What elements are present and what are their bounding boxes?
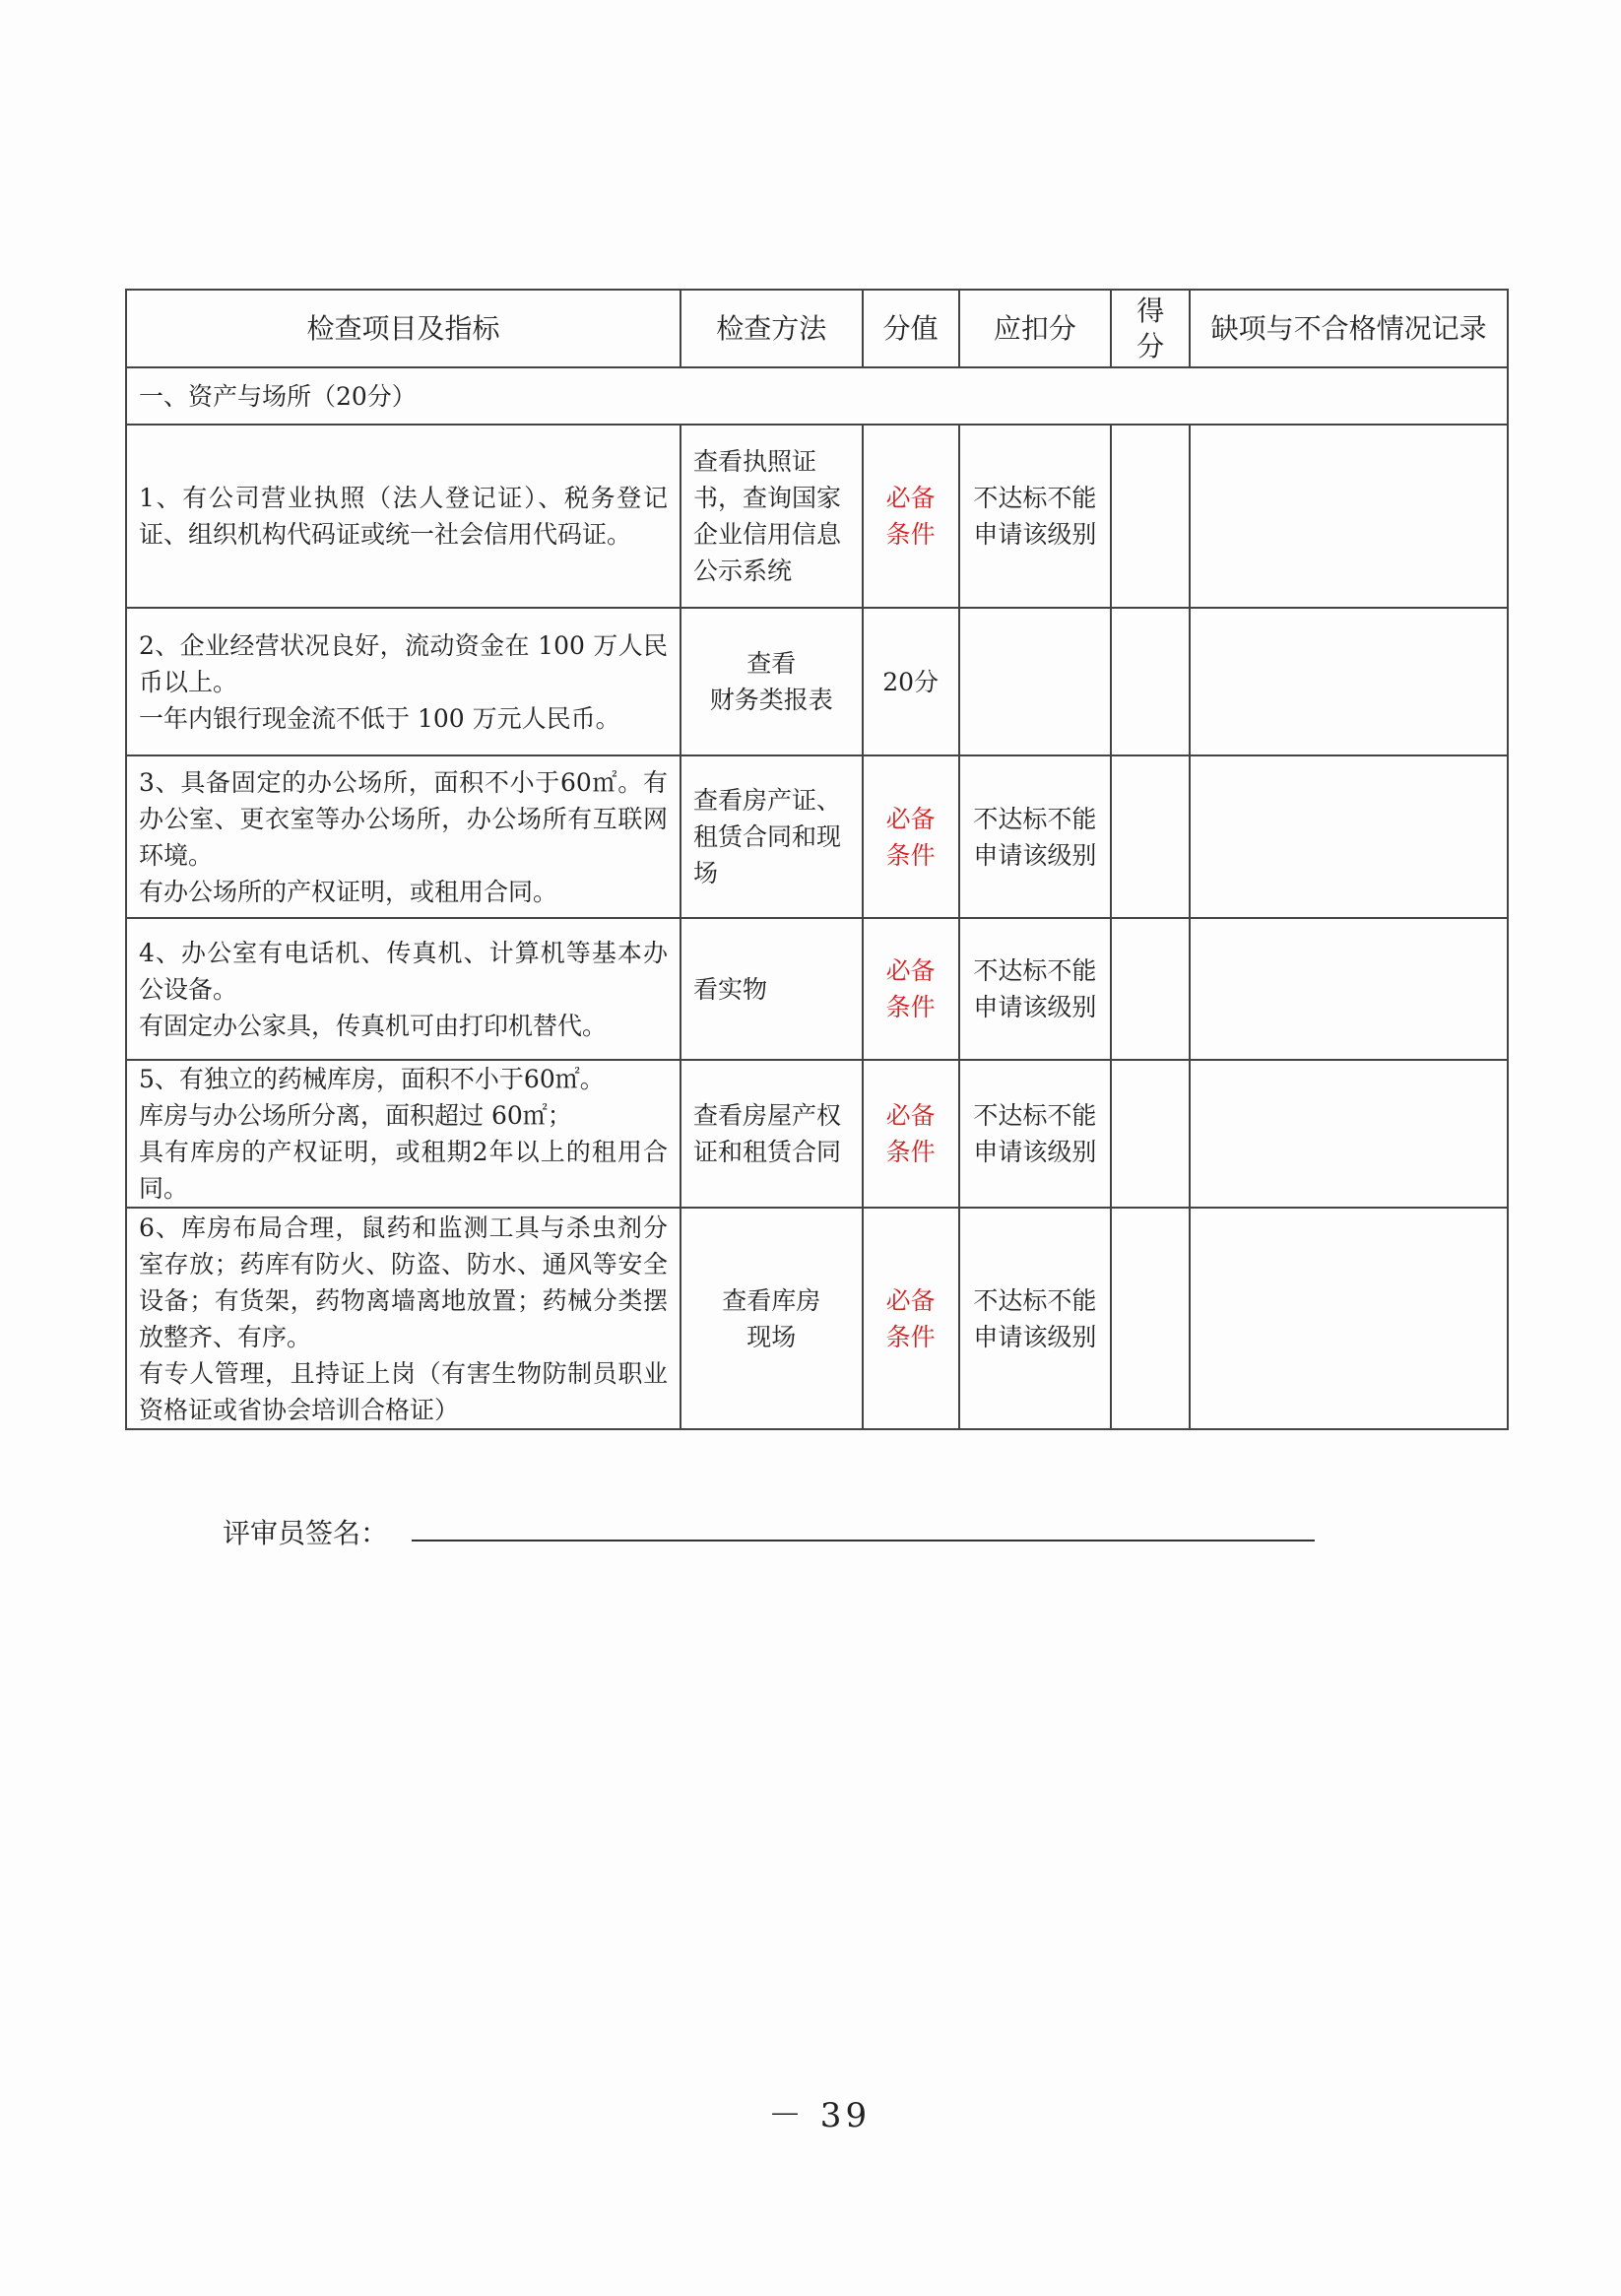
score-cell: 必备条件 (863, 755, 959, 918)
inspection-table (125, 289, 1509, 1430)
item-text: 有办公场所的产权证明，或租用合同。 (139, 877, 558, 906)
item-cell (126, 1060, 681, 1208)
method-cell: 查看执照证书，查询国家企业信用信息公示系统 (681, 425, 863, 608)
deduct-cell: 不达标不能申请该级别 (959, 425, 1112, 608)
method-cell: 查看房产证、租赁合同和现场 (681, 755, 863, 918)
deduct-cell: 不达标不能申请该级别 (959, 1208, 1112, 1429)
item-text: 库房与办公场所分离，面积超过 60㎡； (139, 1101, 572, 1130)
table-row (126, 1208, 1508, 1429)
got-score-cell[interactable] (1111, 1208, 1190, 1429)
header-row (126, 290, 1508, 367)
record-cell[interactable] (1190, 1060, 1508, 1208)
deduct-cell: 不达标不能申请该级别 (959, 1060, 1112, 1208)
item-text: 有专人管理，且持证上岗（有害生物防制员职业资格证或省协会培训合格证） (139, 1358, 668, 1424)
score-cell: 必备条件 (863, 1060, 959, 1208)
item-text: 有固定办公家具，传真机可由打印机替代。 (139, 1011, 608, 1040)
score-cell: 必备条件 (863, 1208, 959, 1429)
header-deduct: 应扣分 (959, 290, 1112, 367)
item-text: 2、企业经营状况良好，流动资金在 100 万人民币以上。 (139, 630, 668, 696)
got-score-cell[interactable] (1111, 918, 1190, 1060)
record-cell[interactable] (1190, 608, 1508, 755)
table-row (126, 918, 1508, 1060)
table-row (126, 425, 1508, 608)
item-text: 3、具备固定的办公场所，面积不小于60㎡。有办公室、更衣室等办公场所，办公场所有互联网环境。 (139, 767, 668, 870)
header-got: 得分 (1111, 290, 1190, 367)
got-score-cell[interactable] (1111, 425, 1190, 608)
got-score-cell[interactable] (1111, 1060, 1190, 1208)
method-cell: 查看房屋产权证和租赁合同 (681, 1060, 863, 1208)
signature-field[interactable] (412, 1540, 1315, 1542)
item-cell (126, 1208, 681, 1429)
table-row (126, 755, 1508, 918)
item-text: 4、办公室有电话机、传真机、计算机等基本办公设备。 (139, 938, 668, 1004)
item-text: 1、有公司营业执照（法人登记证）、税务登记证、组织机构代码证或统一社会信用代码证。 (139, 484, 668, 549)
deduct-cell: 不达标不能申请该级别 (959, 918, 1112, 1060)
got-score-cell[interactable] (1111, 608, 1190, 755)
item-cell (126, 918, 681, 1060)
got-score-cell[interactable] (1111, 755, 1190, 918)
signature-label: 评审员签名： (223, 1517, 389, 1549)
section-title: 一、资产与场所（20分） (126, 367, 1508, 425)
record-cell[interactable] (1190, 1208, 1508, 1429)
method-cell: 查看库房 现场 (681, 1208, 863, 1429)
item-text: 6、库房布局合理，鼠药和监测工具与杀虫剂分室存放；药库有防火、防盗、防水、通风等安全设备；有货架，药物离墙离地放置；药械分类摆放整齐、有序。 (139, 1213, 668, 1351)
table-row (126, 1060, 1508, 1208)
method-cell: 看实物 (681, 918, 863, 1060)
record-cell[interactable] (1190, 918, 1508, 1060)
page-number: － 39 (768, 2096, 872, 2135)
table-body (126, 425, 1508, 1429)
item-cell (126, 755, 681, 918)
item-text: 一年内银行现金流不低于 100 万元人民币。 (139, 703, 620, 733)
score-cell: 必备条件 (863, 425, 959, 608)
header-score: 分值 (863, 290, 959, 367)
table-row (126, 608, 1508, 755)
item-cell (126, 425, 681, 608)
deduct-cell (959, 608, 1112, 755)
record-cell[interactable] (1190, 755, 1508, 918)
item-text: 5、有独立的药械库房，面积不小于60㎡。 (139, 1065, 605, 1093)
method-cell: 查看 财务类报表 (681, 608, 863, 755)
header-item: 检查项目及指标 (126, 290, 681, 367)
item-cell (126, 608, 681, 755)
header-record: 缺项与不合格情况记录 (1190, 290, 1508, 367)
score-cell: 必备条件 (863, 918, 959, 1060)
record-cell[interactable] (1190, 425, 1508, 608)
item-text: 具有库房的产权证明，或租期2年以上的租用合同。 (139, 1138, 668, 1203)
deduct-cell: 不达标不能申请该级别 (959, 755, 1112, 918)
section-row (126, 367, 1508, 425)
header-method: 检查方法 (681, 290, 863, 367)
score-cell: 20分 (863, 608, 959, 755)
